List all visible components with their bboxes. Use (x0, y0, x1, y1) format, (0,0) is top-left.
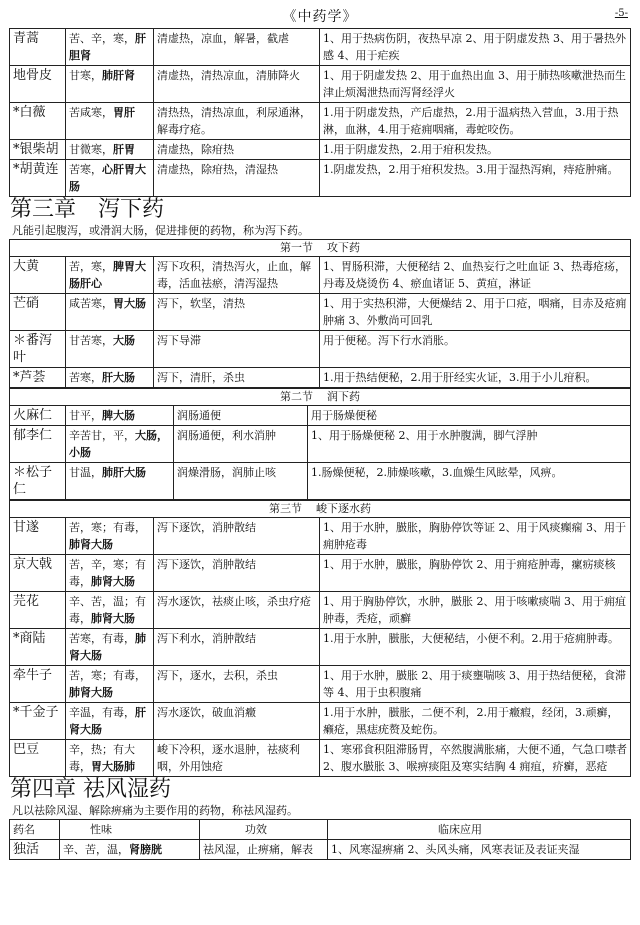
table-row (10, 463, 631, 500)
herb-effect: 泻下利水，消肿散结 (154, 629, 320, 666)
herb-application: 1.阴虚发热，2.用于疳积发热。3.用于湿热泻痢，痔疮肿痛。 (320, 160, 631, 197)
herb-meridian: 肝胃 (113, 143, 135, 156)
table-row (10, 368, 631, 388)
herb-name: *千金子 (10, 703, 66, 740)
chapter4-table (9, 819, 631, 860)
chapter3-number: 第三章 (10, 197, 77, 222)
herb-nature: 辛苦甘，平， (69, 429, 135, 442)
herb-effect: 润燥滑肠，润肺止咳 (174, 463, 308, 500)
table-row (10, 629, 631, 666)
herb-application: 1.用于阴虚发热，产后虚热，2.用于温病热入营血，3.用于热淋，血淋，4.用于疮痈咽痛，毒蛇咬伤。 (320, 103, 631, 140)
herb-name: 芒硝 (10, 294, 66, 331)
herb-effect: 润肠通便 (174, 406, 308, 426)
section3-number: 第三节 (269, 502, 302, 515)
herb-application: 用于肠燥便秘 (308, 406, 631, 426)
page-number: -5- (614, 8, 628, 19)
herb-effect: 清虚热，凉血，解暑，截虐 (154, 29, 320, 66)
herb-nature-meridian (66, 518, 154, 555)
herb-meridian: 脾胃大肠肝心 (69, 260, 146, 290)
table-row (10, 66, 631, 103)
table-row (10, 140, 631, 160)
section2-table (9, 388, 631, 500)
herb-effect: 峻下冷积，逐水退肿，祛痰利咽，外用蚀疮 (154, 740, 320, 777)
herb-nature: 苦寒，有毒， (69, 632, 135, 645)
chapter3-heading (10, 197, 640, 223)
herb-meridian: 心肝胃大肠 (69, 163, 146, 193)
herb-nature-meridian (66, 406, 174, 426)
herb-application: 用于便秘。泻下行水消胀。 (320, 331, 631, 368)
table-row (10, 592, 631, 629)
herb-name: ＊番泻叶 (10, 331, 66, 368)
table-row (10, 666, 631, 703)
table-row (10, 331, 631, 368)
section2-number: 第二节 (280, 390, 313, 403)
herb-nature: 辛、苦，温；有毒， (69, 595, 146, 625)
herb-nature: 甘平， (69, 409, 102, 422)
herb-nature-meridian (66, 160, 154, 197)
herb-meridian: 肾膀胱 (129, 843, 162, 856)
herb-meridian: 肝胆肾 (69, 32, 146, 62)
herb-effect: 泻下攻积，清热泻火，止血，解毒，活血祛瘀，清泻湿热 (154, 257, 320, 294)
section1-name: 攻下药 (327, 241, 360, 254)
chapter3-intro: 凡能引起腹泻，或滑润大肠，促进排便的药物，称为泻下药。 (12, 224, 309, 237)
page-header (0, 2, 640, 28)
herb-nature-meridian (66, 257, 154, 294)
chapter4-intro: 凡以祛除风湿、解除痹痛为主要作用的药物，称祛风湿药。 (12, 804, 298, 817)
herb-name: *胡黄连 (10, 160, 66, 197)
herb-application: 1、用于胸胁停饮，水肿，臌胀 2、用于咳嗽痰喘 3、用于痈疽肿毒，秃疮，顽癣 (320, 592, 631, 629)
herb-nature: 苦，寒；有毒， (69, 669, 146, 682)
herb-effect: 清虚热，除疳热 (154, 140, 320, 160)
herb-nature-meridian (66, 29, 154, 66)
herb-nature: 甘微寒， (69, 143, 113, 156)
herb-application: 1.用于阴虚发热，2.用于疳积发热。 (320, 140, 631, 160)
section1-table (9, 239, 631, 388)
herb-nature: 苦寒， (69, 163, 102, 176)
section3-heading (10, 501, 631, 518)
herb-application: 1、用于实热积滞，大便燥结 2、用于口疮，咽痛，目赤及疮痈肿痛 3、外敷尚可回乳 (320, 294, 631, 331)
herb-application: 1.用于热结便秘，2.用于肝经实火证，3.用于小儿疳积。 (320, 368, 631, 388)
table-row (10, 840, 631, 860)
chapter3-name: 泻下药 (98, 197, 165, 222)
herb-effect: 清虚热，除疳热，清湿热 (154, 160, 320, 197)
chapter4-number: 第四章 (10, 777, 77, 802)
herb-nature-meridian (66, 294, 154, 331)
herb-application: 1、寒邪食积阻滞肠胃，卒然腹满胀痛，大便不通，气急口噤者 2、腹水臌胀 3、喉痹痰阻及寒实结胸 4 痈疽，疥癣，恶疮 (320, 740, 631, 777)
herb-nature-meridian (60, 840, 200, 860)
herb-meridian: 脾大肠 (102, 409, 135, 422)
herb-nature-meridian (66, 66, 154, 103)
table-row (10, 257, 631, 294)
herb-meridian: 肺肾大肠 (91, 612, 135, 625)
table-row (10, 740, 631, 777)
chapter4-name: 祛风湿药 (83, 777, 172, 802)
herb-nature-meridian (66, 629, 154, 666)
herb-nature: 苦，辛，寒；有毒， (69, 558, 146, 588)
herb-nature: 苦咸寒， (69, 106, 113, 119)
herb-meridian: 大肠，小肠 (69, 429, 168, 459)
herb-effect: 泻下，清肝，杀虫 (154, 368, 320, 388)
herb-nature-meridian (66, 463, 174, 500)
herb-name: 大黄 (10, 257, 66, 294)
herb-name: *银柴胡 (10, 140, 66, 160)
herb-effect: 清热热，清热凉血，利尿通淋，解毒疗疮。 (154, 103, 320, 140)
herb-nature-meridian (66, 103, 154, 140)
herb-effect: 泻下逐饮，消肿散结 (154, 555, 320, 592)
herb-name: 甘遂 (10, 518, 66, 555)
herb-application: 1、用于水肿，臌胀 2、用于痰壅喘咳 3、用于热结便秘，食滞等 4、用于虫积腹痛 (320, 666, 631, 703)
herb-name: *商陆 (10, 629, 66, 666)
herb-nature: 辛，热；有大毒， (69, 743, 135, 773)
herb-meridian: 胃大肠 (113, 297, 146, 310)
herb-nature-meridian (66, 666, 154, 703)
herb-effect: 泻水逐饮，破血消癥 (154, 703, 320, 740)
herb-meridian: 大肠 (113, 334, 135, 347)
table-row (10, 703, 631, 740)
herb-name: 芫花 (10, 592, 66, 629)
herb-meridian: 胃肝 (113, 106, 135, 119)
herb-effect: 润肠通便，利水消肿 (174, 426, 308, 463)
content (0, 28, 640, 860)
herb-name: *芦荟 (10, 368, 66, 388)
herb-nature: 甘苦寒， (69, 334, 113, 347)
section1-number: 第一节 (280, 241, 313, 254)
herb-nature: 苦，寒， (69, 260, 113, 273)
herb-meridian: 肺肾大肠 (91, 575, 135, 588)
herb-nature-meridian (66, 368, 154, 388)
section2-heading (10, 389, 631, 406)
table-row (10, 426, 631, 463)
herb-effect: 清虚热，清热凉血，清肺降火 (154, 66, 320, 103)
herb-meridian: 肝肾大肠 (69, 706, 146, 736)
herb-name: 青蒿 (10, 29, 66, 66)
herb-name: 牵牛子 (10, 666, 66, 703)
herb-application: 1.用于水肿，臌胀，二便不利，2.用于癥瘕，经闭，3.顽癣，癞疮，黑痣疣赘及蛇伤。 (320, 703, 631, 740)
table-row (10, 103, 631, 140)
herb-application: 1、用于热病伤阴，夜热早凉 2、用于阴虚发热 3、用于暑热外感 4、用于疟疾 (320, 29, 631, 66)
herb-meridian: 肺肾大肠 (69, 538, 113, 551)
herb-meridian: 肝大肠 (102, 371, 135, 384)
section1-heading (10, 240, 631, 257)
chapter4-header-row (10, 820, 631, 840)
section2-name: 润下药 (327, 390, 360, 403)
herb-nature: 咸苦寒， (69, 297, 113, 310)
herb-effect: 泻水逐饮，祛痰止咳，杀虫疗疮 (154, 592, 320, 629)
herb-application: 1、胃肠积滞，大便秘结 2、血热妄行之吐血证 3、热毒疮疡，丹毒及烧烫伤 4、瘀血诸证 5、黄疸，淋证 (320, 257, 631, 294)
herb-meridian: 胃大肠肺 (91, 760, 135, 773)
herb-name: *白薇 (10, 103, 66, 140)
herb-application: 1、风寒湿痹痛 2、头风头痛，风寒表证及表证夹湿 (328, 840, 631, 860)
herb-name: 京大戟 (10, 555, 66, 592)
col-header-nature: 性味 (60, 820, 200, 840)
herb-application: 1、用于水肿，臌胀，胸胁停饮 2、用于痈疮肿毒，瘰疬痰核 (320, 555, 631, 592)
herb-meridian: 肺肝肾 (102, 69, 135, 82)
herb-nature: 甘寒， (69, 69, 102, 82)
herb-name: 郁李仁 (10, 426, 66, 463)
herb-nature: 辛温，有毒， (69, 706, 135, 719)
herb-nature-meridian (66, 140, 154, 160)
herb-nature-meridian (66, 703, 154, 740)
herb-name: ＊松子仁 (10, 463, 66, 500)
herb-nature: 辛、苦，温， (63, 843, 129, 856)
herb-meridian: 肺肾大肠 (69, 632, 146, 662)
col-header-effect: 功效 (200, 820, 328, 840)
herb-effect: 泻下，软坚，清热 (154, 294, 320, 331)
top-table (9, 28, 631, 197)
section3-table (9, 500, 631, 777)
table-row (10, 518, 631, 555)
herb-application: 1、用于水肿，臌胀，胸胁停饮等证 2、用于风痰癫痫 3、用于痈肿疮毒 (320, 518, 631, 555)
herb-nature: 苦、辛，寒， (69, 32, 135, 45)
section3-name: 峻下逐水药 (316, 502, 371, 515)
herb-meridian: 肺肾大肠 (69, 686, 113, 699)
herb-name: 独活 (10, 840, 60, 860)
herb-nature: 苦，寒；有毒， (69, 521, 146, 534)
herb-effect: 泻下导滞 (154, 331, 320, 368)
table-row (10, 555, 631, 592)
herb-application: 1.肠燥便秘，2.肺燥咳嗽，3.血燥生风眩晕，风痹。 (308, 463, 631, 500)
table-row (10, 406, 631, 426)
herb-name: 地骨皮 (10, 66, 66, 103)
table-row (10, 160, 631, 197)
herb-nature-meridian (66, 740, 154, 777)
table-row (10, 294, 631, 331)
herb-nature: 甘温， (69, 466, 102, 479)
herb-meridian: 肺肝大肠 (102, 466, 146, 479)
herb-effect: 祛风湿，止痹痛，解表 (200, 840, 328, 860)
herb-nature: 苦寒， (69, 371, 102, 384)
herb-name: 巴豆 (10, 740, 66, 777)
document-title: 《中药学》 (282, 9, 358, 25)
herb-application: 1、用于肠燥便秘 2、用于水肿腹满，脚气浮肿 (308, 426, 631, 463)
herb-effect: 泻下逐饮，消肿散结 (154, 518, 320, 555)
herb-name: 火麻仁 (10, 406, 66, 426)
herb-application: 1、用于阴虚发热 2、用于血热出血 3、用于肺热咳嗽泄热而生津止烦渴泄热而泻肾经浮火 (320, 66, 631, 103)
herb-nature-meridian (66, 331, 154, 368)
herb-effect: 泻下，逐水，去积，杀虫 (154, 666, 320, 703)
herb-nature-meridian (66, 592, 154, 629)
chapter4-heading (10, 777, 640, 803)
herb-nature-meridian (66, 555, 154, 592)
col-header-application: 临床应用 (328, 820, 631, 840)
herb-nature-meridian (66, 426, 174, 463)
col-header-name: 药名 (10, 820, 60, 840)
table-row (10, 29, 631, 66)
herb-application: 1.用于水肿，臌胀，大便秘结，小便不利。2.用于疮痈肿毒。 (320, 629, 631, 666)
